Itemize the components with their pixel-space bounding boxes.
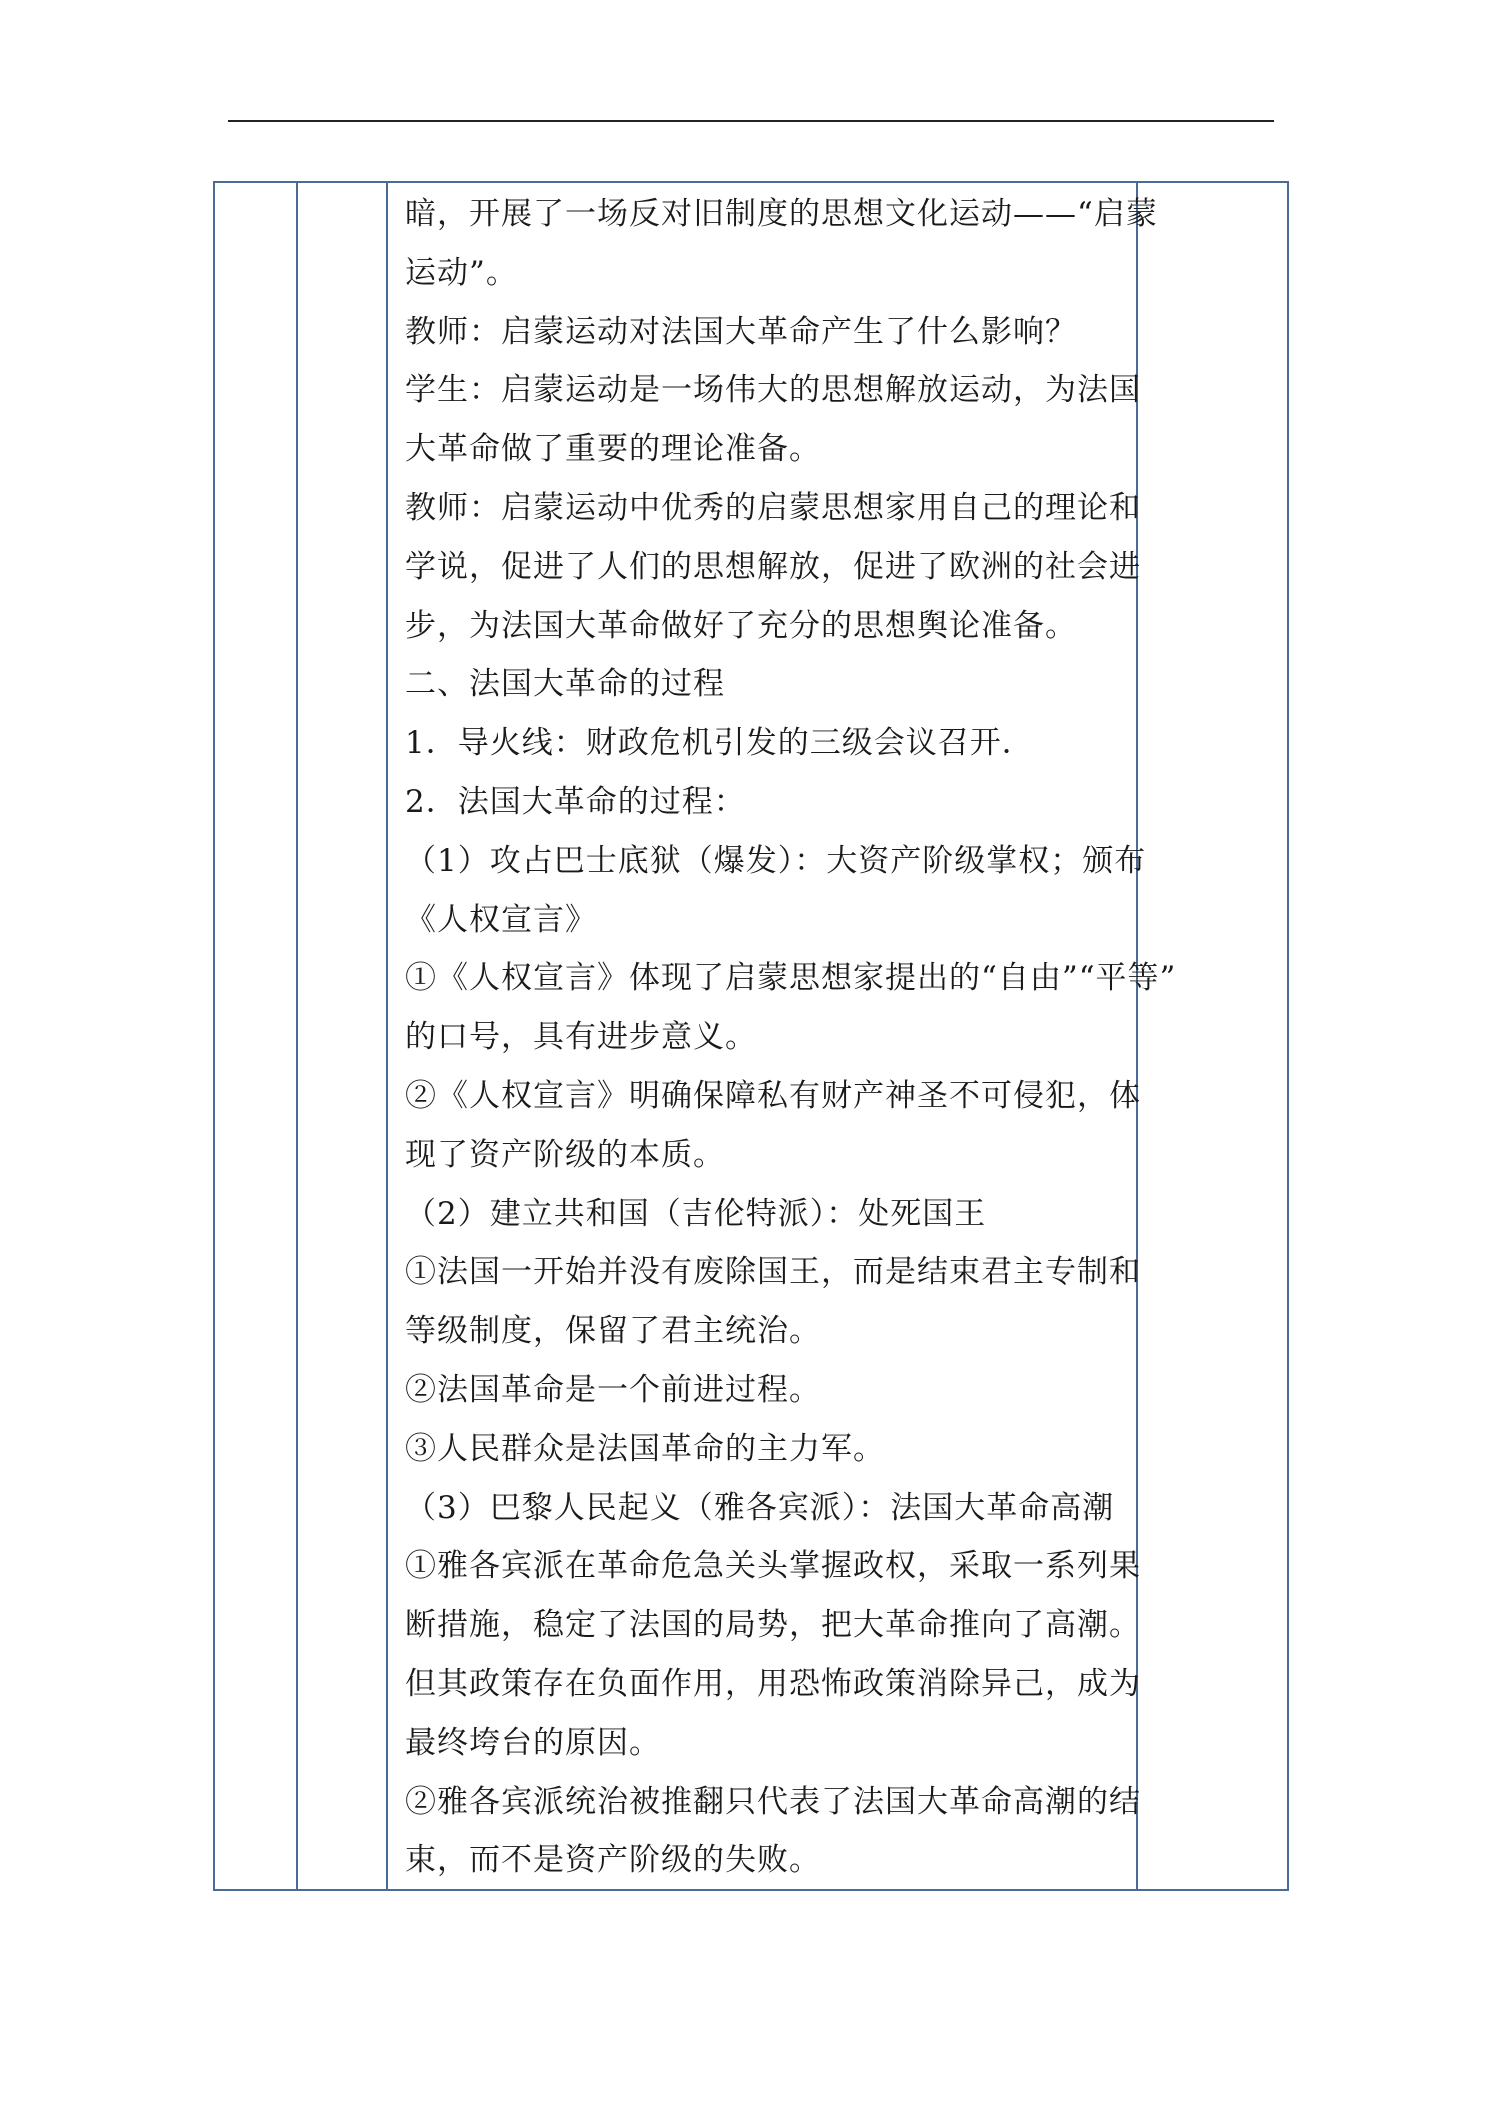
stage-cell <box>215 183 296 1889</box>
text-line: 暗，开展了一场反对旧制度的思想文化运动——“启蒙 <box>405 196 1158 232</box>
text-line: ②法国革命是一个前进过程。 <box>405 1371 821 1408</box>
column-divider <box>386 183 388 1889</box>
text-line: 最终垮台的原因。 <box>405 1724 661 1761</box>
text-line: 《人权宣言》 <box>405 901 597 938</box>
text-line: 束，而不是资产阶级的失败。 <box>405 1842 821 1879</box>
column-divider <box>296 183 298 1889</box>
text-line: （3）巴黎人民起义（雅各宾派）：法国大革命高潮 <box>405 1489 1115 1526</box>
text-line: 现了资产阶级的本质。 <box>405 1136 725 1173</box>
text-line: 步，为法国大革命做好了充分的思想舆论准备。 <box>405 607 1077 644</box>
text-line: （1）攻占巴士底狱（爆发）：大资产阶级掌权；颁布 <box>405 842 1147 879</box>
text-line: （2）建立共和国（吉伦特派）：处死国王 <box>405 1195 987 1232</box>
text-line: 2．法国大革命的过程： <box>405 783 746 820</box>
text-line: ①《人权宣言》体现了启蒙思想家提出的“自由”“平等” <box>405 960 1177 997</box>
text-line: ③人民群众是法国革命的主力军。 <box>405 1430 885 1467</box>
activity-cell <box>298 183 386 1889</box>
text-line: 等级制度，保留了君主统治。 <box>405 1313 821 1350</box>
text-line: ②雅各宾派统治被推翻只代表了法国大革命高潮的结 <box>405 1783 1141 1820</box>
text-line: 1．导火线：财政危机引发的三级会议召开． <box>405 725 1034 762</box>
text-line: 的口号，具有进步意义。 <box>405 1019 757 1056</box>
section-heading: 二、法国大革命的过程 <box>405 666 725 703</box>
text-line: 学说，促进了人们的思想解放，促进了欧洲的社会进 <box>405 548 1141 585</box>
lesson-table <box>213 181 1289 1891</box>
text-line: 大革命做了重要的理论准备。 <box>405 431 821 468</box>
design-intent-cell <box>1138 183 1288 1889</box>
text-line: 学生：启蒙运动是一场伟大的思想解放运动，为法国 <box>405 372 1141 409</box>
text-line: ①法国一开始并没有废除国王，而是结束君主专制和 <box>405 1254 1141 1291</box>
text-line: 运动”。 <box>405 254 518 291</box>
content-cell <box>405 185 1177 1890</box>
text-line: ①雅各宾派在革命危急关头掌握政权，采取一系列果 <box>405 1548 1141 1585</box>
text-line: ②《人权宣言》明确保障私有财产神圣不可侵犯，体 <box>405 1077 1141 1114</box>
text-line: 断措施，稳定了法国的局势，把大革命推向了高潮。 <box>405 1607 1141 1644</box>
header-rule <box>228 120 1274 122</box>
text-line: 但其政策存在负面作用，用恐怖政策消除异己，成为 <box>405 1665 1141 1702</box>
text-line: 教师：启蒙运动中优秀的启蒙思想家用自己的理论和 <box>405 489 1141 526</box>
text-line: 教师：启蒙运动对法国大革命产生了什么影响？ <box>405 313 1077 350</box>
